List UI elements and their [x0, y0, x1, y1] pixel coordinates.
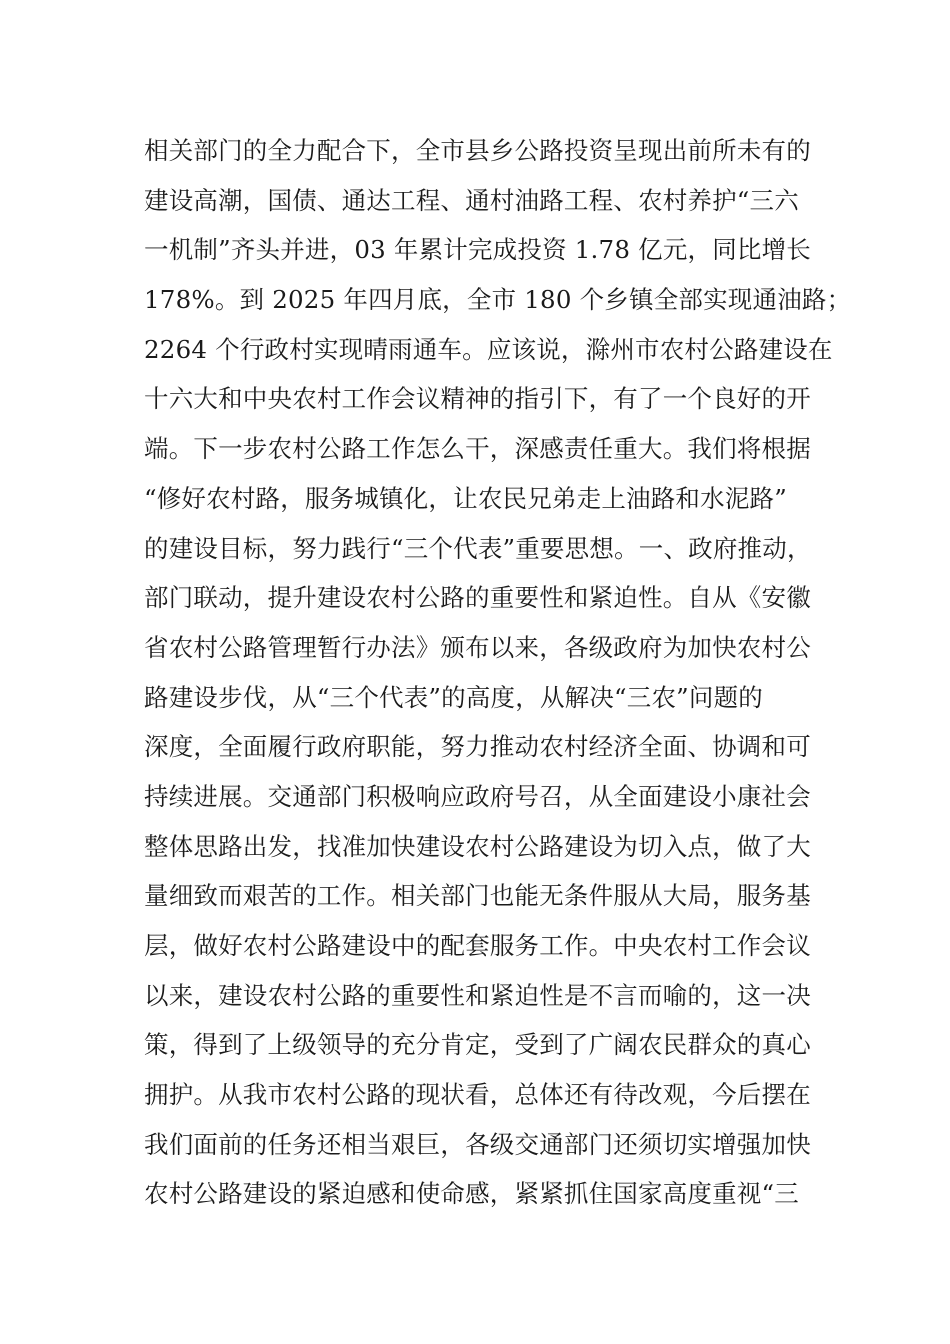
text-line: 我们面前的任务还相当艰巨，各级交通部门还须切实增强加快 — [144, 1129, 811, 1159]
text-line: 以来，建设农村公路的重要性和紧迫性是不言而喻的，这一决 — [144, 980, 811, 1010]
text-line: 的建设目标，努力践行“三个代表”重要思想。一、政府推动， — [144, 533, 812, 563]
text-line: 部门联动，提升建设农村公路的重要性和紧迫性。自从《安徽 — [144, 583, 811, 613]
text-line: 策，得到了上级领导的充分肯定，受到了广阔农民群众的真心 — [144, 1030, 811, 1060]
text-line: 省农村公路管理暂行办法》颁布以来，各级政府为加快农村公 — [144, 632, 811, 662]
text-line: 建设高潮，国债、通达工程、通村油路工程、农村养护“三六 — [144, 185, 799, 215]
text-line: 十六大和中央农村工作会议精神的指引下，有了一个良好的开 — [144, 384, 811, 414]
text-line: 端。下一步农村公路工作怎么干，深感责任重大。我们将根据 — [144, 434, 811, 464]
text-line: 整体思路出发，找准加快建设农村公路建设为切入点，做了大 — [144, 831, 811, 861]
text-line: 农村公路建设的紧迫感和使命感，紧紧抓住国家高度重视“三 — [144, 1179, 799, 1209]
text-line: 层，做好农村公路建设中的配套服务工作。中央农村工作会议 — [144, 931, 811, 960]
text-line: 路建设步伐，从“三个代表”的高度，从解决“三农”问题的 — [144, 682, 763, 712]
text-line: 拥护。从我市农村公路的现状看，总体还有待改观，今后摆在 — [144, 1080, 811, 1110]
text-line: 一机制”齐头并进，03 年累计完成投资 1.78 亿元，同比增长 — [144, 235, 812, 265]
text-line: 持续进展。交通部门积极响应政府号召，从全面建设小康社会 — [144, 781, 811, 811]
text-line: “修好农村路，服务城镇化，让农民兄弟走上油路和水泥路” — [144, 483, 787, 513]
text-line: 深度，全面履行政府职能，努力推动农村经济全面、协调和可 — [144, 732, 811, 762]
text-line: 相关部门的全力配合下，全市县乡公路投资呈现出前所未有的 — [144, 136, 811, 165]
text-line: 量细致而艰苦的工作。相关部门也能无条件服从大局，服务基 — [144, 881, 811, 911]
text-line: 2264 个行政村实现晴雨通车。应该说，滁州市农村公路建设在 — [144, 334, 833, 364]
body-paragraph — [144, 126, 852, 1219]
text-line: 178%。到 2025 年四月底，全市 180 个乡镇全部实现通油路； — [144, 285, 852, 315]
